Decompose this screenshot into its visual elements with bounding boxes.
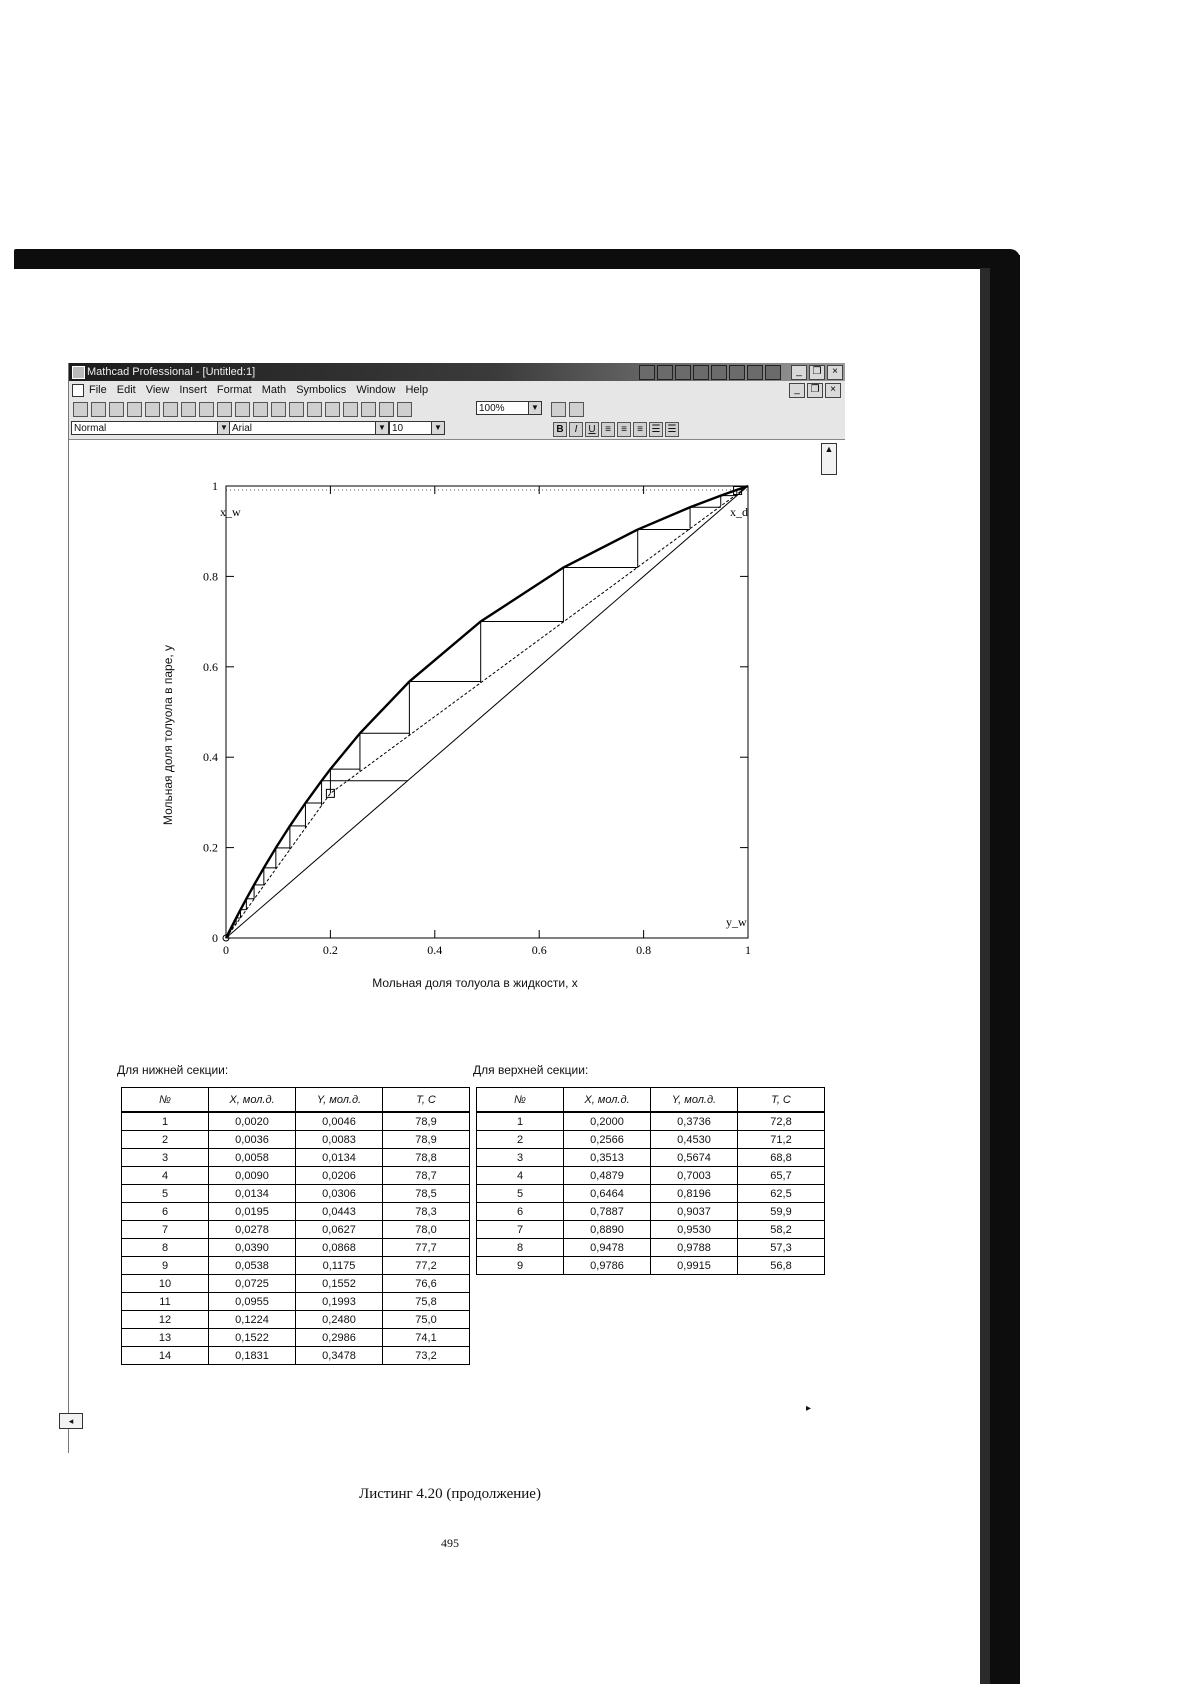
menu-bar	[69, 381, 845, 399]
align-down-icon[interactable]	[289, 402, 304, 417]
x-tick-label: 0.8	[636, 943, 652, 957]
menu-format[interactable]: Format	[216, 384, 252, 396]
chevron-down-icon[interactable]: ▼	[528, 402, 541, 414]
x-axis-label: Мольная доля толуола в жидкости, x	[372, 976, 578, 990]
cut-icon[interactable]	[181, 402, 196, 417]
table-cell: 62,5	[738, 1185, 825, 1203]
x-tick-label: 0	[223, 943, 229, 957]
y-tick-label: 0.8	[203, 569, 218, 584]
table-cell: 0,9915	[651, 1257, 738, 1275]
style-select[interactable]	[71, 421, 231, 435]
chevron-down-icon[interactable]: ▼	[431, 422, 444, 434]
table-cell: 72,8	[738, 1112, 825, 1131]
table-cell: 0,9478	[564, 1239, 651, 1257]
table-cell: 0,1522	[209, 1329, 296, 1347]
table-row	[122, 1185, 470, 1203]
table-cell: 0,1175	[296, 1257, 383, 1275]
table-cell: 0,0195	[209, 1203, 296, 1221]
table-row	[122, 1275, 470, 1293]
scan-right-edge	[990, 255, 1020, 1684]
insert-function-icon[interactable]	[307, 402, 322, 417]
lower-section-table	[121, 1087, 470, 1365]
x-tick-label: 0.2	[322, 943, 338, 957]
table-cell: 0,1224	[209, 1311, 296, 1329]
font-select[interactable]	[229, 421, 389, 435]
table-cell: 65,7	[738, 1167, 825, 1185]
table-cell: 1	[122, 1112, 209, 1131]
tray-icon[interactable]	[765, 365, 781, 380]
table-cell: 0,7887	[564, 1203, 651, 1221]
font-size-select[interactable]	[389, 421, 445, 435]
table-cell: 76,6	[383, 1275, 470, 1293]
scan-top-edge	[14, 249, 1020, 269]
table-cell: 0,3736	[651, 1112, 738, 1131]
table-cell: 0,0090	[209, 1167, 296, 1185]
x-tick-label: 0.4	[427, 943, 443, 957]
table-cell: 14	[122, 1347, 209, 1365]
table-cell: 0,9037	[651, 1203, 738, 1221]
table-cell: 0,3478	[296, 1347, 383, 1365]
table-cell: 0,0868	[296, 1239, 383, 1257]
chevron-down-icon[interactable]: ▼	[217, 422, 230, 434]
run-script-icon[interactable]	[397, 402, 412, 417]
mccabe-thiele-chart	[150, 470, 790, 970]
table-cell: 0,0134	[209, 1185, 296, 1203]
paste-icon[interactable]	[217, 402, 232, 417]
doc-minimize-icon[interactable]: _	[789, 383, 805, 398]
column-header: X, мол.д.	[209, 1088, 296, 1113]
restore-icon[interactable]: ❐	[809, 365, 825, 380]
column-header: №	[477, 1088, 564, 1113]
new-icon[interactable]	[73, 402, 88, 417]
table-row	[122, 1221, 470, 1239]
table-cell: 9	[122, 1257, 209, 1275]
column-header: T, C	[738, 1088, 825, 1113]
table-cell: 10	[122, 1275, 209, 1293]
table-cell: 0,7003	[651, 1167, 738, 1185]
table-cell: 78,5	[383, 1185, 470, 1203]
table-row	[122, 1203, 470, 1221]
table-cell: 0,0046	[296, 1112, 383, 1131]
upper-section-table	[476, 1087, 825, 1275]
menu-file[interactable]: File	[89, 384, 107, 396]
y-tick-label: 0	[212, 931, 218, 945]
taskbar-icons	[639, 365, 781, 380]
table-row	[477, 1112, 825, 1131]
menu-insert[interactable]: Insert	[179, 384, 207, 396]
table-cell: 0,4879	[564, 1167, 651, 1185]
y-tick-label: 0.6	[203, 659, 218, 674]
lower-section-title: Для нижней секции:	[117, 1063, 229, 1077]
document-icon[interactable]	[72, 384, 84, 397]
xw-annotation: x_w	[220, 505, 241, 519]
table-cell: 12	[122, 1311, 209, 1329]
table-cell: 8	[477, 1239, 564, 1257]
numbering-icon[interactable]: ☰	[665, 422, 679, 437]
table-cell: 0,0955	[209, 1293, 296, 1311]
listing-caption: Листинг 4.20 (продолжение)	[359, 1486, 541, 1502]
table-cell: 13	[122, 1329, 209, 1347]
table-cell: 57,3	[738, 1239, 825, 1257]
table-cell: 1	[477, 1112, 564, 1131]
insert-hyperlink-icon[interactable]	[361, 402, 376, 417]
table-cell: 0,0058	[209, 1149, 296, 1167]
table-cell: 56,8	[738, 1257, 825, 1275]
table-cell: 0,0134	[296, 1149, 383, 1167]
font-size-value: 10	[392, 423, 404, 434]
column-header: Y, мол.д.	[651, 1088, 738, 1113]
upper-section-title: Для верхней секции:	[473, 1063, 589, 1077]
table-cell: 59,9	[738, 1203, 825, 1221]
table-cell: 0,0443	[296, 1203, 383, 1221]
table-row	[477, 1221, 825, 1239]
table-cell: 0,2986	[296, 1329, 383, 1347]
table-row	[122, 1112, 470, 1131]
table-cell: 2	[477, 1131, 564, 1149]
table-cell: 71,2	[738, 1131, 825, 1149]
table-cell: 0,0306	[296, 1185, 383, 1203]
table-row	[122, 1347, 470, 1365]
standard-toolbar	[69, 399, 845, 419]
table-row	[122, 1293, 470, 1311]
table-cell: 0,0278	[209, 1221, 296, 1239]
copy-icon[interactable]	[199, 402, 214, 417]
menu-symbolics[interactable]: Symbolics	[296, 384, 347, 396]
print-preview-icon[interactable]	[145, 402, 160, 417]
formatting-toolbar	[69, 419, 845, 440]
table-cell: 0,1552	[296, 1275, 383, 1293]
table-cell: 9	[477, 1257, 564, 1275]
menu-view[interactable]: View	[145, 384, 170, 396]
table-cell: 5	[122, 1185, 209, 1203]
spell-check-icon[interactable]	[163, 402, 178, 417]
table-cell: 78,8	[383, 1149, 470, 1167]
resources-icon[interactable]	[551, 402, 566, 417]
component-wizard-icon[interactable]	[379, 402, 394, 417]
yw-annotation: y_w	[726, 915, 747, 929]
table-cell: 7	[122, 1221, 209, 1239]
table-cell: 75,8	[383, 1293, 470, 1311]
column-header: №	[122, 1088, 209, 1113]
doc-close-icon[interactable]: ×	[825, 383, 841, 398]
table-cell: 77,7	[383, 1239, 470, 1257]
table-row	[477, 1185, 825, 1203]
print-icon[interactable]	[127, 402, 142, 417]
open-icon[interactable]	[91, 402, 106, 417]
save-icon[interactable]	[109, 402, 124, 417]
table-cell: 4	[122, 1167, 209, 1185]
table-cell: 3	[477, 1149, 564, 1167]
table-cell: 0,9788	[651, 1239, 738, 1257]
window-controls	[791, 365, 843, 380]
document-controls	[789, 383, 841, 398]
table-cell: 58,2	[738, 1221, 825, 1239]
table-row	[122, 1311, 470, 1329]
column-header: X, мол.д.	[564, 1088, 651, 1113]
chevron-down-icon[interactable]: ▼	[375, 422, 388, 434]
table-cell: 6	[122, 1203, 209, 1221]
menu-window[interactable]: Window	[356, 384, 396, 396]
table-cell: 73,2	[383, 1347, 470, 1365]
x-tick-label: 1	[745, 943, 751, 957]
table-cell: 5	[477, 1185, 564, 1203]
tray-icon[interactable]	[747, 365, 763, 380]
window-title: Mathcad Professional - [Untitled:1]	[87, 366, 256, 378]
table-cell: 0,3513	[564, 1149, 651, 1167]
table-cell: 74,1	[383, 1329, 470, 1347]
table-cell: 3	[122, 1149, 209, 1167]
table-cell: 0,4530	[651, 1131, 738, 1149]
table-cell: 0,0725	[209, 1275, 296, 1293]
table-cell: 0,1993	[296, 1293, 383, 1311]
table-row	[122, 1131, 470, 1149]
y-tick-label: 0.4	[203, 750, 218, 765]
table-cell: 77,2	[383, 1257, 470, 1275]
bullets-icon[interactable]: ☰	[649, 422, 663, 437]
y-tick-label: 1	[212, 479, 218, 493]
calculate-icon[interactable]	[343, 402, 358, 417]
tray-icon[interactable]	[639, 365, 655, 380]
redo-icon[interactable]	[253, 402, 268, 417]
tray-icon[interactable]	[675, 365, 691, 380]
table-cell: 78,0	[383, 1221, 470, 1239]
tray-icon[interactable]	[657, 365, 673, 380]
minimize-icon[interactable]: _	[791, 365, 807, 380]
column-header: T, C	[383, 1088, 470, 1113]
table-cell: 0,1831	[209, 1347, 296, 1365]
table-cell: 0,2566	[564, 1131, 651, 1149]
page-number: 495	[441, 1536, 459, 1550]
y-axis-label: Мольная доля толуола в паре, y	[161, 644, 175, 826]
table-cell: 0,2480	[296, 1311, 383, 1329]
table-cell: 0,0206	[296, 1167, 383, 1185]
table-cell: 0,2000	[564, 1112, 651, 1131]
app-icon	[72, 366, 85, 379]
table-row	[122, 1257, 470, 1275]
zoom-value: 100%	[479, 403, 505, 414]
align-center-icon[interactable]: ≡	[617, 422, 631, 437]
table-cell: 68,8	[738, 1149, 825, 1167]
tray-icon[interactable]	[711, 365, 727, 380]
table-cell: 4	[477, 1167, 564, 1185]
tray-icon[interactable]	[729, 365, 745, 380]
table-row	[477, 1167, 825, 1185]
doc-restore-icon[interactable]: ❐	[807, 383, 823, 398]
table-cell: 0,0083	[296, 1131, 383, 1149]
vertical-scroll-up[interactable]: ▲	[821, 443, 837, 475]
table-cell: 78,9	[383, 1112, 470, 1131]
align-icon[interactable]	[271, 402, 286, 417]
table-cell: 0,8890	[564, 1221, 651, 1239]
table-cell: 78,3	[383, 1203, 470, 1221]
table-cell: 0,9786	[564, 1257, 651, 1275]
bold-icon[interactable]: B	[553, 422, 567, 437]
italic-icon[interactable]: I	[569, 422, 583, 437]
table-row	[122, 1149, 470, 1167]
table-row	[477, 1149, 825, 1167]
underline-icon[interactable]: U	[585, 422, 599, 437]
horizontal-scroll-left[interactable]: ◂	[59, 1413, 83, 1429]
font-value: Arial	[232, 423, 253, 434]
table-row	[122, 1167, 470, 1185]
table-cell: 11	[122, 1293, 209, 1311]
insert-unit-icon[interactable]	[325, 402, 340, 417]
title-bar	[69, 363, 845, 381]
table-cell: 0,6464	[564, 1185, 651, 1203]
table-cell: 2	[122, 1131, 209, 1149]
table-cell: 0,0538	[209, 1257, 296, 1275]
undo-icon[interactable]	[235, 402, 250, 417]
horizontal-scroll-right[interactable]: ▸	[806, 1403, 812, 1414]
table-cell: 0,8196	[651, 1185, 738, 1203]
style-value: Normal	[74, 423, 107, 434]
table-cell: 6	[477, 1203, 564, 1221]
table-cell: 0,0390	[209, 1239, 296, 1257]
x-tick-label: 0.6	[531, 943, 547, 957]
diagonal-line	[226, 486, 748, 938]
align-right-icon[interactable]: ≡	[633, 422, 647, 437]
table-cell: 0,0036	[209, 1131, 296, 1149]
column-header: Y, мол.д.	[296, 1088, 383, 1113]
menu-help[interactable]: Help	[405, 384, 429, 396]
table-row	[477, 1131, 825, 1149]
table-row	[477, 1257, 825, 1275]
close-icon[interactable]: ×	[827, 365, 843, 380]
table-row	[477, 1203, 825, 1221]
table-cell: 78,9	[383, 1131, 470, 1149]
tray-icon[interactable]	[693, 365, 709, 380]
table-row	[477, 1239, 825, 1257]
table-cell: 8	[122, 1239, 209, 1257]
zoom-select[interactable]	[476, 401, 542, 415]
table-cell: 0,9530	[651, 1221, 738, 1239]
table-cell: 75,0	[383, 1311, 470, 1329]
y-tick-label: 0.2	[203, 840, 218, 855]
table-cell: 0,0627	[296, 1221, 383, 1239]
table-cell: 0,0020	[209, 1112, 296, 1131]
help-icon[interactable]	[569, 402, 584, 417]
menu-math[interactable]: Math	[261, 384, 287, 396]
table-cell: 7	[477, 1221, 564, 1239]
table-cell: 0,5674	[651, 1149, 738, 1167]
align-left-icon[interactable]: ≡	[601, 422, 615, 437]
table-row	[122, 1239, 470, 1257]
table-cell: 78,7	[383, 1167, 470, 1185]
menu-edit[interactable]: Edit	[116, 384, 136, 396]
table-row	[122, 1329, 470, 1347]
xd-annotation: x_d	[730, 505, 748, 519]
